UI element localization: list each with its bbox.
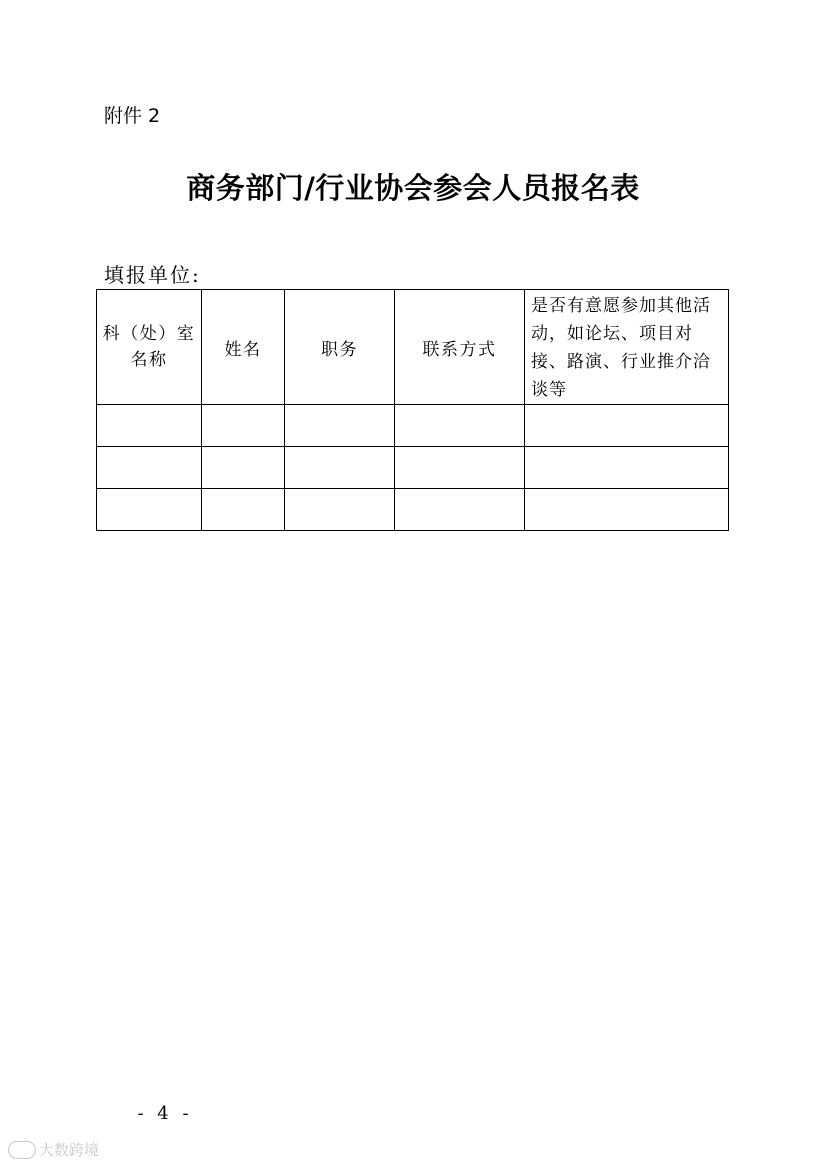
- table-cell[interactable]: [97, 405, 202, 447]
- attachment-label: 附件 2: [104, 105, 161, 127]
- table-cell[interactable]: [285, 489, 395, 531]
- column-header-department: [97, 290, 202, 405]
- table-cell[interactable]: [285, 447, 395, 489]
- column-header-position: 职务: [285, 290, 395, 405]
- document-title: 商务部门/行业协会参会人员报名表: [186, 171, 640, 205]
- table-cell[interactable]: [202, 447, 285, 489]
- table-cell[interactable]: [97, 447, 202, 489]
- registration-table: [96, 289, 729, 531]
- column-header-name: 姓名: [202, 290, 285, 405]
- column-header-department-line2: 名称: [130, 350, 168, 370]
- column-header-contact: 联系方式: [395, 290, 525, 405]
- table-row: [97, 405, 729, 447]
- table-cell[interactable]: [202, 405, 285, 447]
- table-cell[interactable]: [525, 405, 729, 447]
- table-header-row: [97, 290, 729, 405]
- table-row: [97, 489, 729, 531]
- table-cell[interactable]: [202, 489, 285, 531]
- watermark-text: 大数跨境: [39, 1141, 100, 1159]
- brand-logo-icon: [8, 1141, 36, 1159]
- table-row: [97, 447, 729, 489]
- table-cell[interactable]: [525, 489, 729, 531]
- table-cell[interactable]: [395, 489, 525, 531]
- table-cell[interactable]: [395, 405, 525, 447]
- watermark: [8, 1139, 99, 1160]
- table-cell[interactable]: [285, 405, 395, 447]
- column-header-department-line1: 科（处）室: [102, 324, 196, 344]
- filler-unit-label: 填报单位:: [104, 263, 201, 287]
- table-cell[interactable]: [395, 447, 525, 489]
- table-cell[interactable]: [525, 447, 729, 489]
- column-header-other-activities: 是否有意愿参加其他活动，如论坛、项目对接、路演、行业推介洽谈等: [525, 290, 729, 405]
- page-number: - 4 -: [137, 1103, 193, 1124]
- table-cell[interactable]: [97, 489, 202, 531]
